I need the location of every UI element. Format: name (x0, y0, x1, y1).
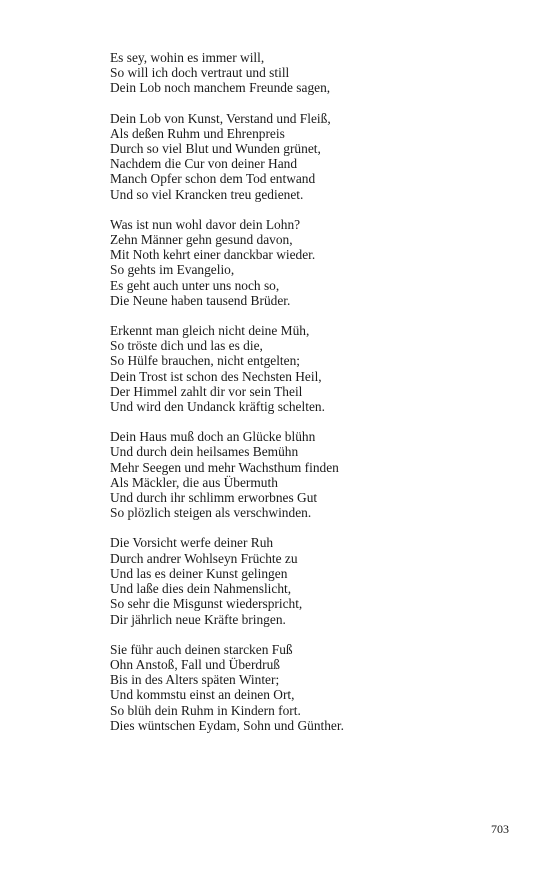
poem-line: Und kommstu einst an deinen Ort, (110, 687, 295, 703)
poem-line: Durch so viel Blut und Wunden grünet, (110, 141, 321, 157)
poem-line: Sie führ auch deinen starcken Fuß (110, 641, 293, 657)
poem-line: Ohn Anstoß, Fall und Überdruß (110, 656, 280, 672)
page-number: 703 (491, 822, 509, 836)
poem-line: Als deßen Ruhm und Ehrenpreis (110, 125, 285, 141)
poem-line: Und wird den Undanck kräftig schelten. (110, 399, 325, 415)
poem-line: Mehr Seegen und mehr Wachsthum finden (110, 459, 339, 475)
poem-line: Durch andrer Wohlseyn Früchte zu (110, 550, 298, 566)
poem-line: Als Mäckler, die aus Übermuth (110, 474, 278, 490)
poem-line: Dein Lob noch manchem Freunde sagen, (110, 80, 331, 96)
poem-line: So plözlich steigen als verschwinden. (110, 505, 312, 521)
stanza-2 (110, 111, 510, 202)
poem-line: Bis in des Alters späten Winter; (110, 672, 280, 688)
poem-line: Die Vorsicht werfe deiner Ruh (110, 535, 274, 551)
stanza-7 (110, 642, 510, 733)
stanza-3 (110, 217, 510, 308)
poem-line: Und durch dein heilsames Bemühn (110, 444, 299, 460)
poem-line: Und so viel Krancken treu gedienet. (110, 186, 304, 202)
poem-line: Dein Haus muß doch an Glücke blühn (110, 429, 316, 445)
poem-line: Dies wüntschen Eydam, Sohn und Günther. (110, 717, 344, 733)
poem-line: Dein Lob von Kunst, Verstand und Fleiß, (110, 110, 331, 126)
poem-line: Der Himmel zahlt dir vor sein Theil (110, 383, 303, 399)
poem-line: Es geht auch unter uns noch so, (110, 277, 280, 293)
poem-line: Und laße dies dein Nahmenslicht, (110, 581, 292, 597)
poem-line: Dein Trost ist schon des Nechsten Heil, (110, 368, 322, 384)
poem-line: So tröste dich und las es die, (110, 338, 263, 354)
poem-line: So will ich doch vertraut und still (110, 65, 290, 81)
poem-line: Manch Opfer schon dem Tod entwand (110, 171, 316, 187)
poem-line: Erkennt man gleich nicht deine Müh, (110, 323, 310, 339)
stanza-1 (110, 50, 510, 96)
poem-line: So gehts im Evangelio, (110, 262, 235, 278)
poem-line: So blüh dein Ruhm in Kindern fort. (110, 702, 301, 718)
stanza-5 (110, 429, 510, 520)
poem-line: Was ist nun wohl davor dein Lohn? (110, 216, 301, 232)
stanza-4 (110, 323, 510, 414)
poem-line: Und durch ihr schlimm erworbnes Gut (110, 490, 318, 506)
poem-line: Dir jährlich neue Kräfte bringen. (110, 611, 286, 627)
poem-line: Nachdem die Cur von deiner Hand (110, 156, 298, 172)
poem-line: Es sey, wohin es immer will, (110, 50, 265, 65)
poem-line: Die Neune haben tausend Brüder. (110, 292, 291, 308)
poem-line: Mit Noth kehrt einer danckbar wieder. (110, 247, 316, 263)
poem-line: So sehr die Misgunst wiederspricht, (110, 596, 303, 612)
poem-line: Zehn Männer gehn gesund davon, (110, 232, 293, 248)
poem-line: So Hülfe brauchen, nicht entgelten; (110, 353, 301, 369)
poem-line: Und las es deiner Kunst gelingen (110, 565, 288, 581)
poem-body (110, 50, 510, 748)
stanza-6 (110, 535, 510, 626)
